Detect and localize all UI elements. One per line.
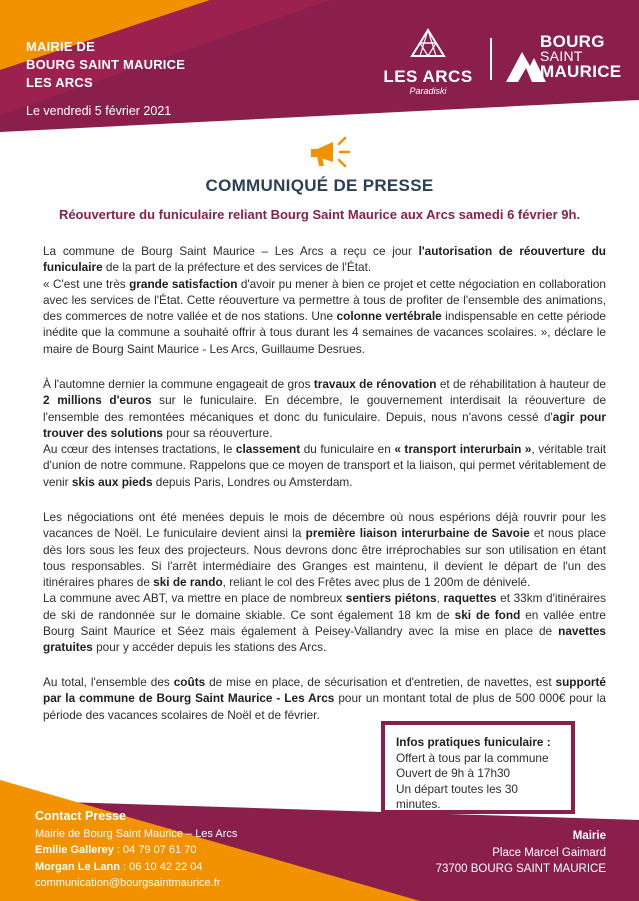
emphasis-text: classement xyxy=(235,442,301,457)
address-line: 73700 BOURG SAINT MAURICE xyxy=(435,863,606,875)
contact-title: Contact Presse xyxy=(35,809,127,823)
contact-phone[interactable]: : 04 79 07 61 70 xyxy=(113,844,197,857)
contact-name: Emilie Gallerey xyxy=(35,844,114,857)
info-line: Ouvert de 9h à 17h30 xyxy=(396,766,511,780)
contact-email[interactable]: communication@bourgsaintmaurice.fr xyxy=(35,876,221,889)
document-subtitle: Réouverture du funiculaire reliant Bourg Saint Maurice aux Arcs samedi 6 février 9h. xyxy=(58,207,581,222)
logo-divider xyxy=(490,38,492,80)
emphasis-text: grande satisfaction xyxy=(129,276,238,291)
info-line: Offert à tous par la commune xyxy=(396,750,549,765)
les-arcs-logo-name: LES ARCS xyxy=(383,67,473,86)
contact-phone[interactable]: : 06 10 42 22 04 xyxy=(119,860,203,873)
town-hall-address xyxy=(436,828,606,878)
emphasis-text: colonne vertébrale xyxy=(336,309,442,324)
emphasis-text: navettes gratuites xyxy=(43,624,606,655)
practical-info-box xyxy=(381,721,575,814)
les-arcs-mountain-icon xyxy=(408,28,448,58)
bsm-logo-line-1: BOURG xyxy=(540,32,605,51)
contact-name: Morgan Le Lann xyxy=(35,860,120,873)
emphasis-text: l'autorisation de réouverture du funiculaire xyxy=(43,244,606,275)
megaphone-icon xyxy=(309,134,353,170)
organization-name xyxy=(26,38,185,92)
contact-person xyxy=(35,859,237,875)
bsm-logo-line-2: SAINT xyxy=(540,48,583,64)
contact-org: Mairie de Bourg Saint Maurice – Les Arcs xyxy=(35,828,238,841)
info-line: Un départ toutes les 30 minutes. xyxy=(396,781,518,811)
info-box-title: Infos pratiques funiculaire : xyxy=(396,735,551,749)
bsm-logo-text xyxy=(540,34,621,79)
emphasis-text: supporté par la commune de Bourg Saint Maurice - Les Arcs xyxy=(43,675,606,706)
contact-person xyxy=(35,842,237,858)
emphasis-text: coûts xyxy=(173,675,206,689)
emphasis-text: première liaison interurbaine de Savoie xyxy=(305,526,530,541)
emphasis-text: sentiers piétons xyxy=(345,591,437,606)
emphasis-text: agir pour trouver des solutions xyxy=(43,409,606,440)
les-arcs-logo-sub: Paradiski xyxy=(409,86,447,96)
press-contact xyxy=(35,808,237,891)
emphasis-text: ski de rando xyxy=(153,575,223,590)
org-line-1: MAIRIE DE xyxy=(26,39,95,54)
paragraph-2: À l'automne dernier la commune engageait de gros travaux de rénovation et de réhabilitation à hauteur de 2 millions d'euros sur le funiculaire. En décembre, le gouvernement interdisait la réouverture de l'ensemble des remontées mécaniques et donc du funiculaire. Depuis, nous n'avons cessé d'agir pour trouver des solutions pour sa réouverture. Au cœur des intenses tractations, le classement du funiculaire en « transport interurbain », véritable trait d'union de notre commune. Rappelons que ce moyen de transport et la liaison, qui permet véritablement de venir skis aux pieds depuis Paris, Londres ou Amsterdam. xyxy=(43,377,607,489)
les-arcs-logo xyxy=(378,28,478,96)
paragraph-4: Au total, l'ensemble des coûts de mise en place, de sécurisation et d'entretien, de navettes, est supporté par la commune de Bourg Saint Maurice - Les Arcs pour un montant total de plus de 500 000€ pour la période des vacances scolaires de Noël et de février. xyxy=(43,675,606,722)
emphasis-text: « transport interurbain » xyxy=(394,442,532,457)
address-line: Place Marcel Gaimard xyxy=(492,846,606,859)
emphasis-text: raquettes xyxy=(443,591,497,606)
org-line-2: BOURG SAINT MAURICE xyxy=(26,57,186,72)
town-hall-title: Mairie xyxy=(572,830,606,842)
emphasis-text: ski de fond xyxy=(454,607,521,622)
org-line-3: LES ARCS xyxy=(26,75,93,90)
emphasis-text: travaux de rénovation xyxy=(313,377,437,391)
bsm-logo-line-3: MAURICE xyxy=(540,62,622,81)
paragraph-3: Les négociations ont été menées depuis le mois de décembre où nous espérions déjà rouvrir pour les vacances de Noël. Le funiculaire devient ainsi la première liaison interurbaine de Savoie et nous place dès lors sous les feux des projecteurs. Nous devrons donc être irréprochables sur son utilisation en étant tous responsables. Si l'arrêt intermédiaire des Granges est maintenu, il devient le départ de l'un des itinéraires phares de ski de rando, reliant le col des Frêtes avec plus de 1 200m de dénivelé. La commune avec ABT, va mettre en place de nombreux sentiers piétons, raquettes et 33km d'itinéraires de ski de randonnée sur le domaine skiable. Ce sont également 18 km de ski de fond en vallée entre Bourg Saint Maurice et Séez mais également à Peisey-Vallandry avec la mise en place de navettes gratuites pour y accéder depuis les stations des Arcs. xyxy=(43,510,606,655)
document-title: COMMUNIQUÉ DE PRESSE xyxy=(205,176,434,195)
emphasis-text: skis aux pieds xyxy=(71,474,153,489)
emphasis-text: 2 millions d'euros xyxy=(43,393,152,408)
paragraph-1: La commune de Bourg Saint Maurice – Les Arcs a reçu ce jour l'autorisation de réouverture du funiculaire de la part de la préfecture et des services de l'État. « C'est une très grande satisfaction d'avoir pu mener à bien ce projet et cette négociation en collaboration avec les services de l'État. Cette réouverture va permettre à tous de profiter de l'ensemble des animations, des commerces de notre vallée et de nos stations. Une colonne vertébrale indispensable en cette période inédite que la commune a souhaité offrir à tous durant les 4 semaines de vacances scolaires. », déclare le maire de Bourg Saint Maurice - Les Arcs, Guillaume Desrues. xyxy=(43,244,606,356)
release-date: Le vendredi 5 février 2021 xyxy=(26,104,172,118)
